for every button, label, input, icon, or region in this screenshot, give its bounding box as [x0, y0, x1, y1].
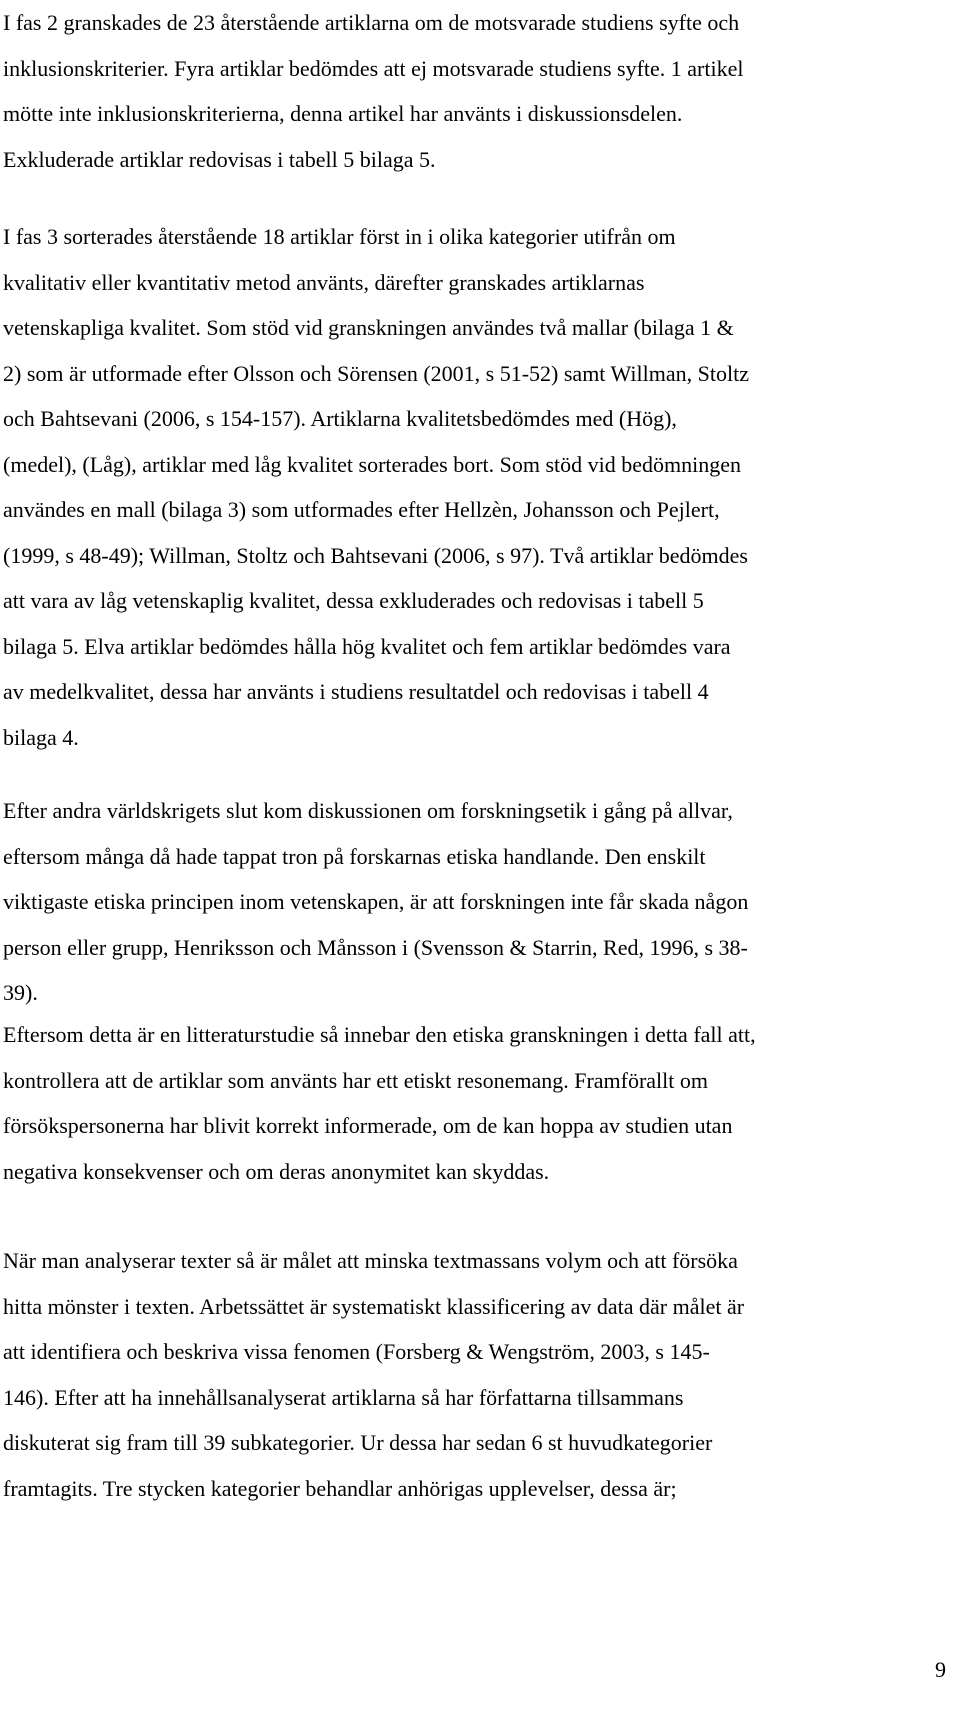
text-line: 146). Efter att ha innehållsanalyserat artiklarna så har författarna tillsammans: [3, 1384, 684, 1410]
text-line: (1999, s 48-49); Willman, Stoltz och Bahtsevani (2006, s 97). Två artiklar bedömdes: [3, 542, 748, 568]
text-line: När man analyserar texter så är målet att minska textmassans volym och att försöka: [3, 1248, 738, 1273]
text-line: diskuterat sig fram till 39 subkategorier. Ur dessa har sedan 6 st huvudkategorier: [3, 1430, 713, 1455]
text-line: hitta mönster i texten. Arbetssättet är systematiskt klassificering av data där målet är: [3, 1293, 745, 1319]
text-line: 2) som är utformade efter Olsson och Sörensen (2001, s 51-52) samt Willman, Stoltz: [3, 360, 749, 386]
text-line: (medel), (Låg), artiklar med låg kvalitet sorterades bort. Som stöd vid bedömningen: [3, 451, 742, 477]
text-line: inklusionskriterier. Fyra artiklar bedömdes att ej motsvarade studiens syfte. 1 artikel: [3, 55, 744, 81]
text-line: I fas 2 granskades de 23 återstående artiklarna om de motsvarade studiens syfte och: [3, 10, 740, 35]
paragraph-phase-2: [3, 0, 743, 182]
paragraph-phase-3: [3, 214, 749, 760]
text-line: och Bahtsevani (2006, s 154-157). Artiklarna kvalitetsbedömdes med (Hög),: [3, 406, 677, 431]
text-line: vetenskapliga kvalitet. Som stöd vid granskningen användes två mallar (bilaga 1 &: [3, 315, 734, 340]
text-line: Exkluderade artiklar redovisas i tabell 5 bilaga 5.: [3, 146, 436, 172]
text-line: av medelkvalitet, dessa har använts i studiens resultatdel och redovisas i tabell 4: [3, 679, 709, 704]
text-line: eftersom många då hade tappat tron på forskarnas etiska handlande. Den enskilt: [3, 843, 706, 869]
text-line: bilaga 4.: [3, 724, 79, 750]
text-line: användes en mall (bilaga 3) som utformades efter Hellzèn, Johansson och Pejlert,: [3, 497, 720, 522]
text-line: att vara av låg vetenskaplig kvalitet, dessa exkluderades och redovisas i tabell 5: [3, 588, 704, 613]
paragraph-text-analysis: [3, 1238, 744, 1511]
text-line: försökspersonerna har blivit korrekt informerade, om de kan hoppa av studien utan: [3, 1113, 733, 1138]
text-line: bilaga 5. Elva artiklar bedömdes hålla hög kvalitet och fem artiklar bedömdes vara: [3, 633, 731, 659]
text-line: framtagits. Tre stycken kategorier behandlar anhörigas upplevelser, dessa är;: [3, 1475, 677, 1501]
text-line: Eftersom detta är en litteraturstudie så innebar den etiska granskningen i detta fall att,: [3, 1022, 756, 1047]
text-line: I fas 3 sorterades återstående 18 artiklar först in i olika kategorier utifrån om: [3, 224, 676, 249]
text-line: kvalitativ eller kvantitativ metod använts, därefter granskades artiklarnas: [3, 269, 645, 295]
text-line: Efter andra världskrigets slut kom diskussionen om forskningsetik i gång på allvar,: [3, 798, 733, 823]
text-line: mötte inte inklusionskriterierna, denna artikel har använts i diskussionsdelen.: [3, 101, 683, 126]
page-number: 9: [935, 1657, 946, 1682]
paragraph-research-ethics: [3, 788, 748, 1016]
text-line: kontrollera att de artiklar som använts har ett etiskt resonemang. Framförallt om: [3, 1067, 709, 1093]
text-line: person eller grupp, Henriksson och Månsson i (Svensson & Starrin, Red, 1996, s 38-: [3, 934, 748, 960]
text-line: negativa konsekvenser och om deras anonymitet kan skyddas.: [3, 1158, 550, 1184]
text-line: att identifiera och beskriva vissa fenomen (Forsberg & Wengström, 2003, s 145-: [3, 1339, 710, 1364]
text-line: 39).: [3, 980, 38, 1005]
text-line: viktigaste etiska principen inom vetenskapen, är att forskningen inte får skada någon: [3, 889, 749, 914]
paragraph-ethical-review: [3, 1012, 756, 1194]
